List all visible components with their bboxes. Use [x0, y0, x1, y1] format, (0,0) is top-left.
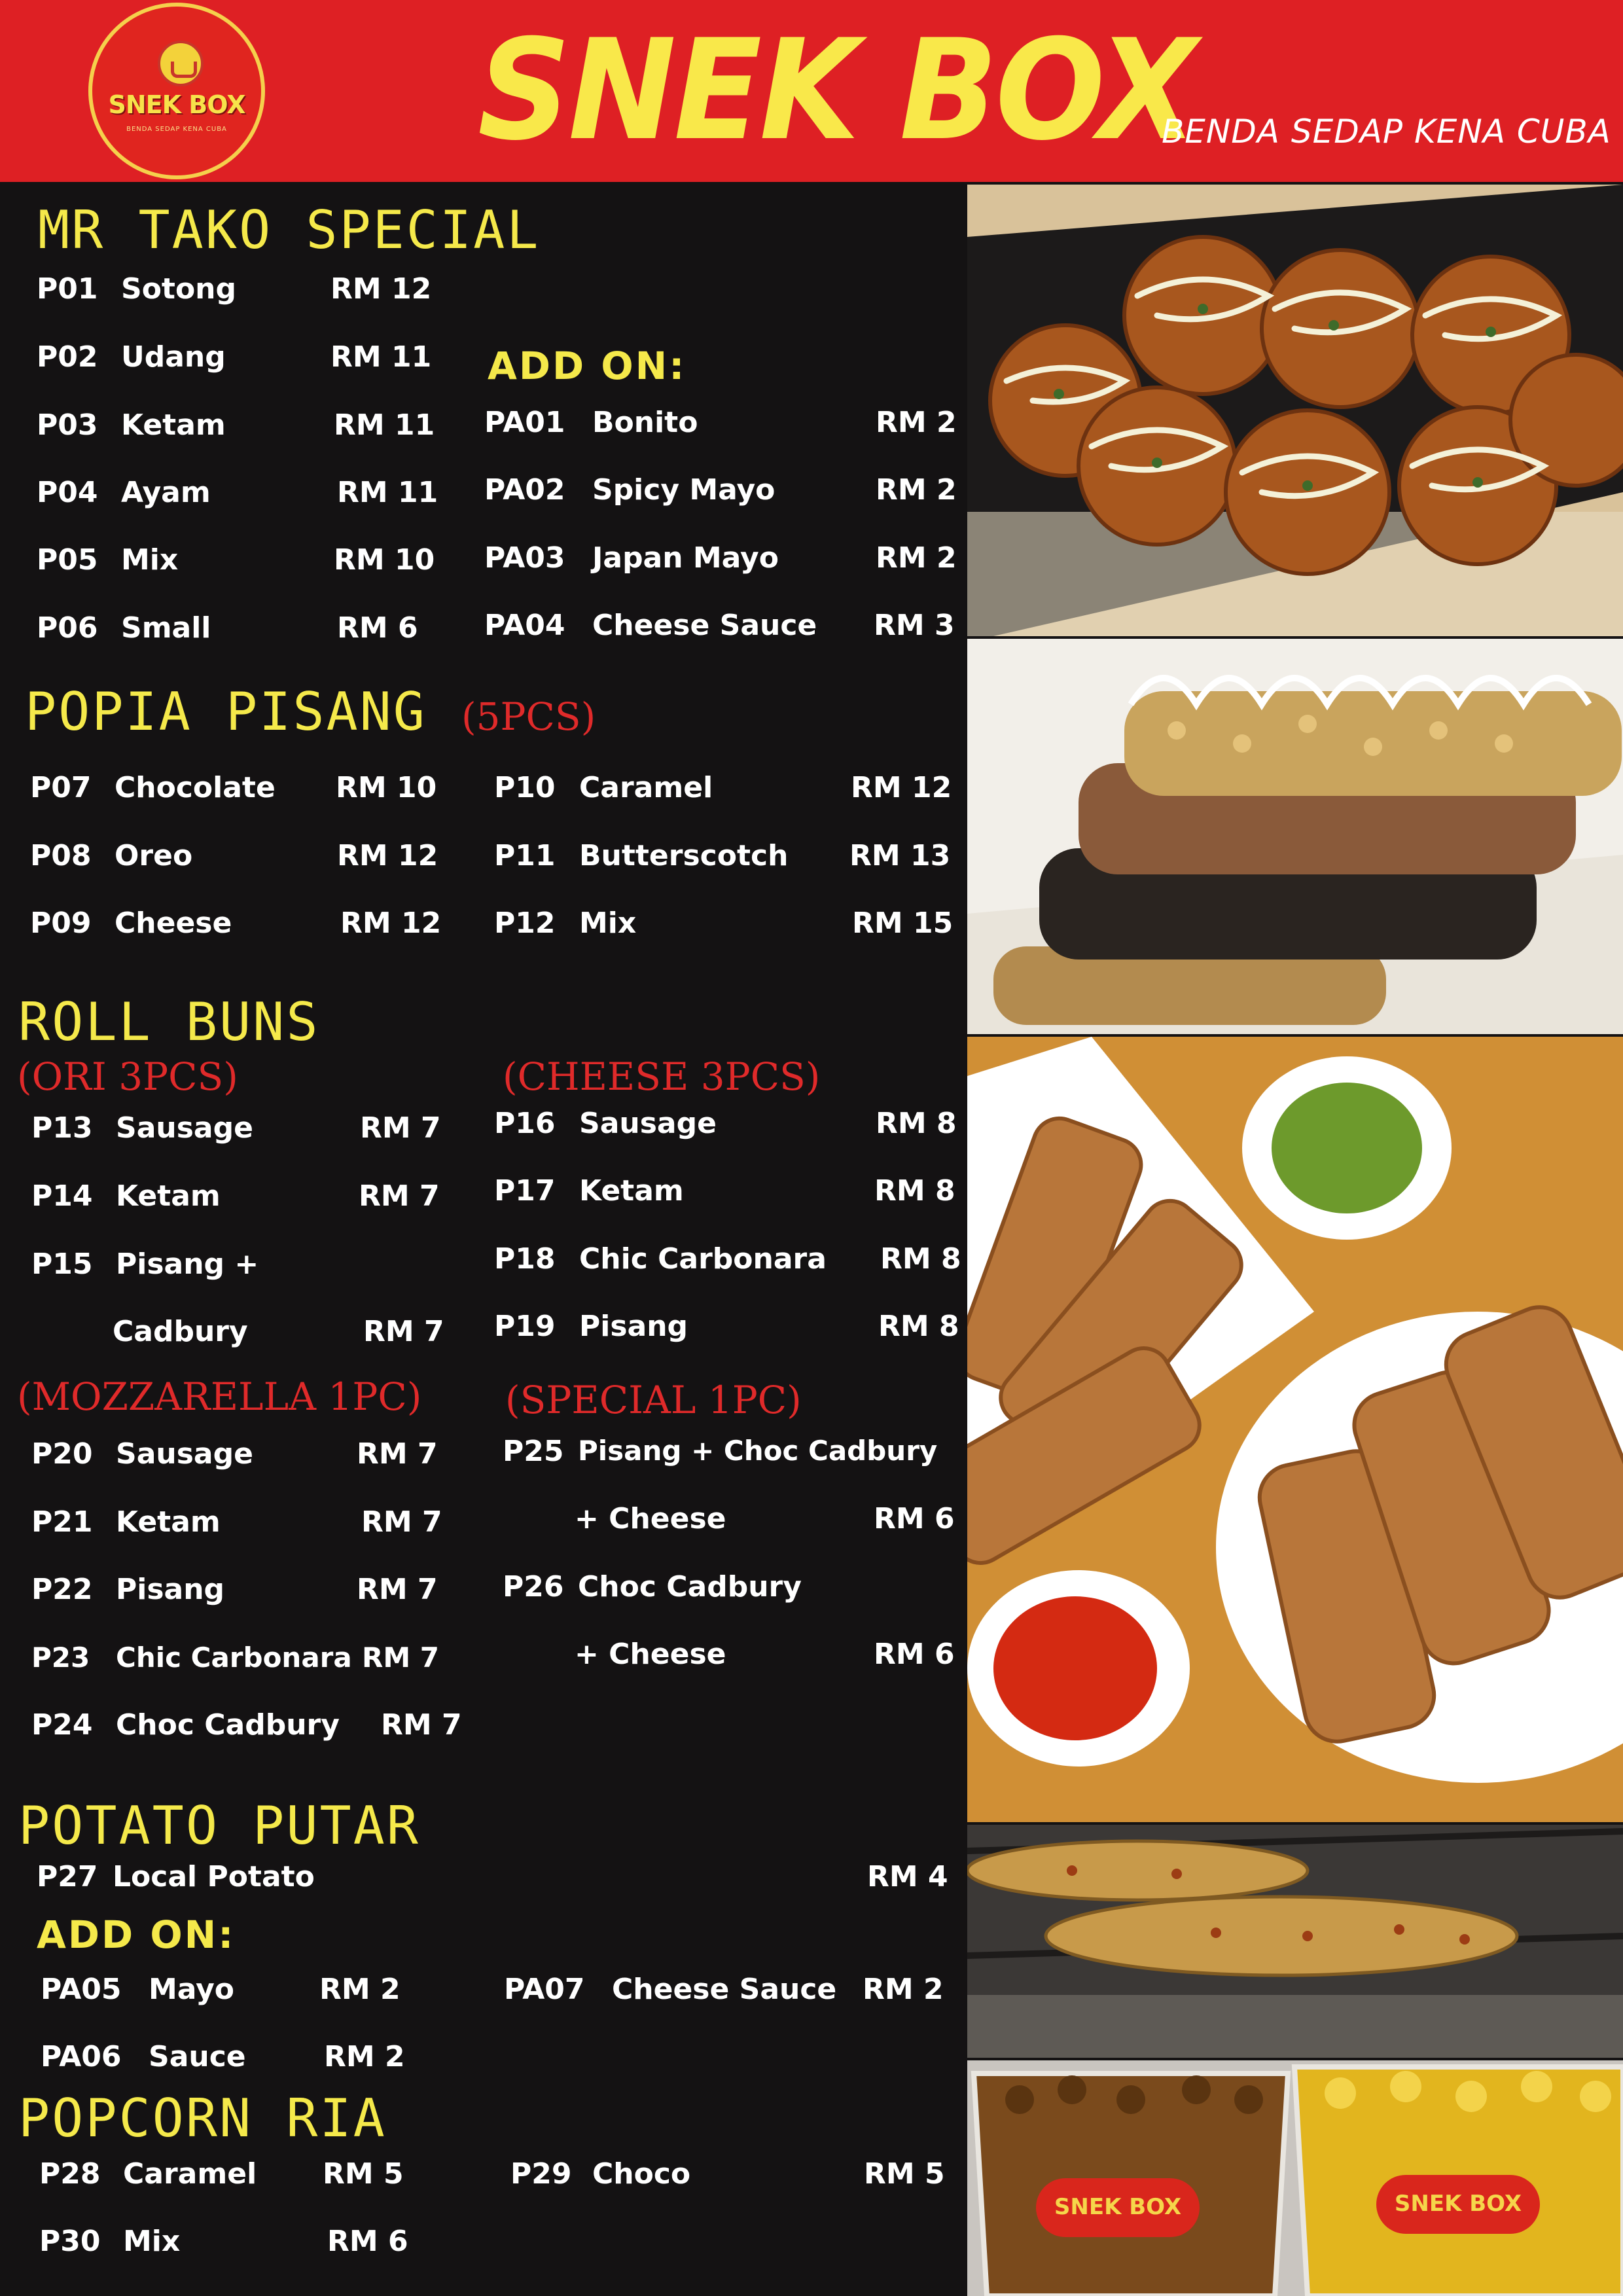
- addon-name: Spicy Mayo: [592, 473, 776, 507]
- item-price: RM 5: [323, 2157, 404, 2191]
- item-name: Butterscotch: [579, 839, 789, 872]
- addon-code: PA01: [484, 406, 565, 439]
- item-price: RM 11: [337, 476, 438, 509]
- item-code: P04: [37, 476, 98, 509]
- item-code: P25: [503, 1435, 564, 1468]
- item-price: RM 6: [327, 2225, 408, 2258]
- brand-title: SNEK BOX: [478, 9, 1196, 171]
- takoyaki-photo: [967, 185, 1623, 636]
- section-subtitle-ori: (ORI 3PCS): [17, 1054, 238, 1099]
- item-name: Local Potato: [113, 1860, 315, 1893]
- item-price: RM 7: [363, 1315, 444, 1348]
- brand-logo: [88, 3, 265, 179]
- addon-code: PA02: [484, 473, 565, 507]
- item-code: P18: [494, 1242, 556, 1276]
- brand-tagline: BENDA SEDAP KENA CUBA: [1162, 113, 1611, 151]
- item-code: P13: [31, 1111, 93, 1145]
- item-name: Mix: [121, 543, 179, 577]
- item-price: RM 4: [867, 1860, 948, 1893]
- addon-title: ADD ON:: [37, 1912, 236, 1957]
- item-code: P23: [31, 1641, 90, 1674]
- item-name: Chic Carbonara: [579, 1242, 827, 1276]
- item-price: RM 10: [336, 771, 437, 804]
- item-name: Choc Cadbury: [116, 1708, 340, 1742]
- item-name: Ketam: [579, 1174, 684, 1208]
- bowl-icon: [158, 41, 204, 86]
- item-price: RM 8: [876, 1107, 957, 1140]
- addon-name: Sauce: [149, 2040, 246, 2073]
- addon-title: ADD ON:: [488, 344, 687, 388]
- logo-name: SNEK BOX: [108, 90, 245, 119]
- addon-code: PA05: [41, 1973, 122, 2006]
- addon-price: RM 2: [876, 473, 957, 507]
- addon-price: RM 2: [324, 2040, 405, 2073]
- item-code: P01: [37, 272, 98, 306]
- item-name: Ketam: [116, 1505, 221, 1539]
- popia-pisang-photo: [967, 639, 1623, 1034]
- item-code: P26: [503, 1570, 564, 1604]
- item-code: P30: [39, 2225, 101, 2258]
- item-name: Oreo: [115, 839, 193, 872]
- item-code: P03: [37, 408, 98, 442]
- item-code: P12: [494, 906, 556, 940]
- item-name: Caramel: [579, 771, 713, 804]
- item-name: Mix: [579, 906, 637, 940]
- item-name-line2: + Cheese: [575, 1502, 726, 1535]
- addon-code: PA06: [41, 2040, 122, 2073]
- item-price: RM 8: [880, 1242, 961, 1276]
- item-code: P24: [31, 1708, 93, 1742]
- item-name: Sausage: [116, 1111, 253, 1145]
- item-name: Small: [121, 611, 211, 645]
- addon-price: RM 2: [863, 1973, 944, 2006]
- item-price: RM 7: [361, 1505, 442, 1539]
- addon-price: RM 2: [876, 541, 957, 575]
- item-name: Chic Carbonara: [116, 1641, 352, 1674]
- section-title-potato-putar: POTATO PUTAR: [18, 1795, 420, 1856]
- addon-price: RM 2: [319, 1973, 401, 2006]
- addon-code: PA04: [484, 609, 565, 642]
- item-name-line2: + Cheese: [575, 1638, 726, 1671]
- item-price: RM 6: [874, 1638, 955, 1671]
- item-name: Cheese: [115, 906, 232, 940]
- item-name: Ketam: [116, 1179, 221, 1213]
- item-name: Chocolate: [115, 771, 276, 804]
- item-name: Ayam: [121, 476, 211, 509]
- item-code: P06: [37, 611, 98, 645]
- item-price: RM 13: [849, 839, 951, 872]
- cup-label-text: SNEK BOX: [1054, 2194, 1182, 2220]
- item-name: Sausage: [579, 1107, 717, 1140]
- item-price: RM 15: [852, 906, 954, 940]
- item-code: P20: [31, 1437, 93, 1471]
- section-subtitle-mozzarella: (MOZZARELLA 1PC): [17, 1374, 422, 1419]
- item-price: RM 8: [874, 1174, 955, 1208]
- cup-label-right: [1376, 2175, 1540, 2234]
- item-code: P10: [494, 771, 556, 804]
- item-name: Mix: [123, 2225, 181, 2258]
- item-price: RM 7: [360, 1111, 441, 1145]
- item-name: Caramel: [123, 2157, 257, 2191]
- popcorn-ria-photo: [967, 2060, 1623, 2296]
- item-name: Sausage: [116, 1437, 253, 1471]
- item-code: P15: [31, 1247, 93, 1281]
- item-code: P07: [30, 771, 92, 804]
- item-code: P16: [494, 1107, 556, 1140]
- item-name: Pisang + Choc Cadbury: [578, 1435, 938, 1467]
- item-code: P28: [39, 2157, 101, 2191]
- item-code: P09: [30, 906, 92, 940]
- section-subtitle-cheese: (CHEESE 3PCS): [503, 1054, 821, 1099]
- item-name: Ketam: [121, 408, 226, 442]
- item-price: RM 7: [359, 1179, 440, 1213]
- item-price: RM 7: [357, 1437, 438, 1471]
- item-price: RM 5: [864, 2157, 945, 2191]
- item-price: RM 6: [337, 611, 418, 645]
- cup-label-text: SNEK BOX: [1394, 2191, 1522, 2217]
- item-name: Pisang: [116, 1573, 225, 1606]
- item-price: RM 11: [330, 340, 432, 374]
- item-name: Pisang: [579, 1310, 688, 1343]
- addon-price: RM 2: [876, 406, 957, 439]
- item-price: RM 11: [334, 408, 435, 442]
- section-subtitle-popia: (5PCS): [461, 694, 596, 739]
- item-price: RM 12: [330, 272, 432, 306]
- addon-name: Japan Mayo: [592, 541, 779, 575]
- item-code: P14: [31, 1179, 93, 1213]
- addon-name: Cheese Sauce: [612, 1973, 837, 2006]
- item-name: Choc Cadbury: [578, 1570, 802, 1604]
- logo-tagline: BENDA SEDAP KENA CUBA: [126, 126, 227, 133]
- cup-label-left: [1036, 2178, 1200, 2237]
- addon-code: PA03: [484, 541, 565, 575]
- addon-name: Mayo: [149, 1973, 235, 2006]
- item-name-line2: Cadbury: [113, 1315, 248, 1348]
- item-price: RM 12: [851, 771, 952, 804]
- section-title-popcorn-ria: POPCORN RIA: [18, 2088, 387, 2149]
- addon-code: PA07: [504, 1973, 585, 2006]
- item-code: P11: [494, 839, 556, 872]
- item-price: RM 6: [874, 1502, 955, 1535]
- item-price: RM 8: [878, 1310, 959, 1343]
- section-subtitle-special: (SPECIAL 1PC): [505, 1378, 802, 1422]
- item-code: P22: [31, 1573, 93, 1606]
- section-title-popia-pisang: POPIA PISANG: [25, 681, 427, 742]
- item-name: Pisang +: [116, 1247, 259, 1281]
- section-title-mr-tako: MR TAKO SPECIAL: [38, 200, 541, 260]
- section-title-roll-buns: ROLL BUNS: [18, 992, 320, 1052]
- item-code: P17: [494, 1174, 556, 1208]
- item-name: Udang: [121, 340, 226, 374]
- potato-putar-photo: [967, 1825, 1623, 2058]
- addon-name: Bonito: [592, 406, 698, 439]
- item-code: P05: [37, 543, 98, 577]
- item-code: P21: [31, 1505, 93, 1539]
- item-price: RM 12: [337, 839, 438, 872]
- addon-name: Cheese Sauce: [592, 609, 817, 642]
- item-code: P27: [37, 1860, 98, 1893]
- item-code: P08: [30, 839, 92, 872]
- item-code: P29: [510, 2157, 572, 2191]
- item-name: Choco: [592, 2157, 691, 2191]
- addon-price: RM 3: [874, 609, 955, 642]
- item-price: RM 10: [334, 543, 435, 577]
- item-price: RM 7: [381, 1708, 462, 1742]
- item-price: RM 12: [340, 906, 442, 940]
- item-name: Sotong: [121, 272, 236, 306]
- item-code: P19: [494, 1310, 556, 1343]
- item-code: P02: [37, 340, 98, 374]
- roll-buns-photo: [967, 1037, 1623, 1822]
- item-price: RM 7: [362, 1641, 439, 1674]
- item-price: RM 7: [357, 1573, 438, 1606]
